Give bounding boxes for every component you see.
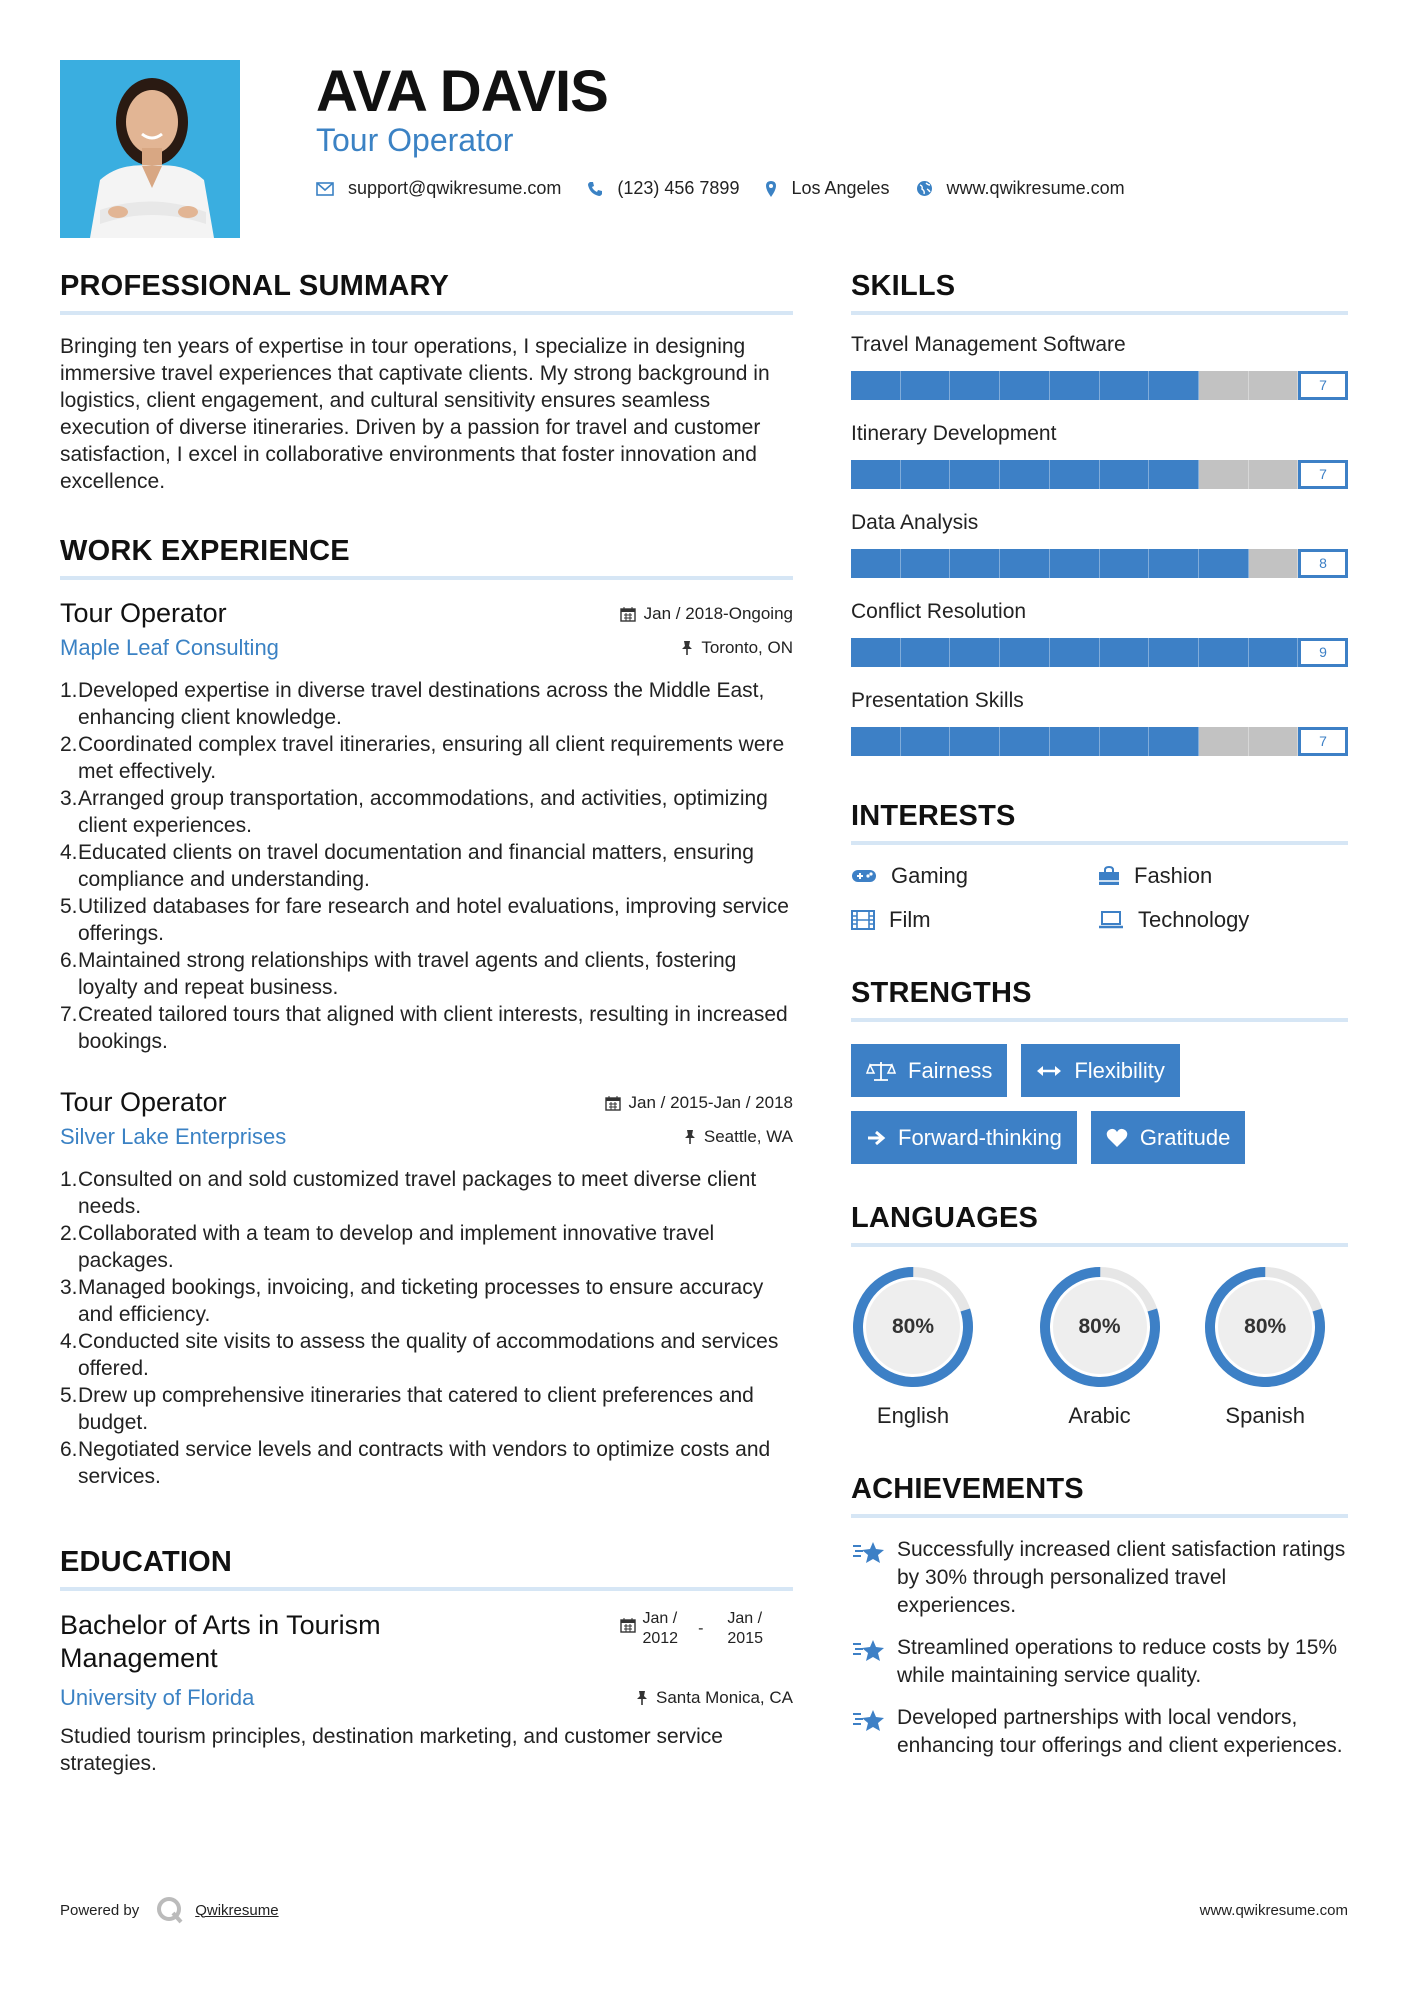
list-item: 3. Arranged group transportation, accommodations, and activities, optimizing client experiences. — [60, 785, 793, 839]
skill-score: 7 — [1298, 727, 1348, 756]
language-name: Arabic — [1068, 1403, 1131, 1428]
interests-heading: INTERESTS — [851, 800, 1016, 832]
bullet-text: Arranged group transportation, accommodations, and activities, optimizing client experiences. — [78, 787, 768, 837]
list-item: 7. Created tailored tours that aligned with client interests, resulting in increased bookings. — [60, 1001, 793, 1055]
bullet-text: Conducted site visits to assess the quality of accommodations and services offered. — [78, 1330, 779, 1380]
job-bullets — [60, 1166, 793, 1490]
experience-section — [60, 535, 793, 1490]
globe-icon — [916, 180, 933, 197]
strength-badge — [851, 1044, 1007, 1097]
achievement-item — [851, 1704, 1348, 1760]
language-name: Spanish — [1225, 1403, 1305, 1428]
profile-photo — [60, 60, 240, 238]
pushpin-icon — [636, 1690, 648, 1706]
film-icon — [851, 910, 875, 930]
candidate-name: AVA DAVIS — [316, 59, 608, 124]
summary-section — [60, 270, 793, 495]
job-location-text: Toronto, ON — [701, 638, 793, 657]
shopping-bag-icon — [1098, 866, 1120, 886]
end-year: 2015 — [727, 1630, 763, 1647]
interest-label: Technology — [1138, 907, 1250, 932]
arrows-horizontal-icon — [1036, 1064, 1062, 1078]
bullet-text: Negotiated service levels and contracts with vendors to optimize costs and services. — [78, 1438, 771, 1488]
shooting-star-icon — [851, 1636, 887, 1664]
list-item: 5. Drew up comprehensive itineraries that catered to client preferences and budget. — [60, 1382, 793, 1436]
language-item — [851, 1265, 1017, 1429]
job-entry — [60, 1087, 793, 1490]
strength-label: Forward-thinking — [898, 1124, 1062, 1150]
strengths-heading: STRENGTHS — [851, 977, 1032, 1009]
phone-icon — [587, 181, 603, 197]
contact-bar — [316, 178, 1151, 199]
skill-score: 8 — [1298, 549, 1348, 578]
job-company: Silver Lake Enterprises — [60, 1124, 287, 1149]
section-divider — [851, 1514, 1348, 1518]
interest-item — [1098, 907, 1348, 933]
school-name: University of Florida — [60, 1685, 255, 1710]
interests-section — [851, 800, 1348, 933]
education-section — [60, 1546, 793, 1777]
section-divider — [60, 311, 793, 315]
map-marker-icon — [765, 180, 777, 198]
bullet-text: Coordinated complex travel itineraries, ensuring all client requirements were met effectively. — [78, 733, 785, 783]
interest-label: Film — [889, 907, 931, 932]
shooting-star-icon — [851, 1706, 887, 1734]
skill-label: Presentation Skills — [851, 689, 1024, 712]
skill-bar — [851, 549, 1348, 578]
section-divider — [851, 311, 1348, 315]
strength-label: Gratitude — [1139, 1124, 1231, 1150]
language-percent: 80% — [891, 1315, 935, 1338]
end-month: Jan / — [727, 1610, 763, 1627]
school-location — [636, 1688, 793, 1708]
skill-item — [851, 689, 1348, 756]
language-ring — [851, 1265, 975, 1389]
contact-phone[interactable] — [587, 178, 739, 199]
powered-by — [60, 1895, 279, 1925]
job-dates — [605, 1093, 793, 1113]
list-item: 1. Consulted on and sold customized travel packages to meet diverse client needs. — [60, 1166, 793, 1220]
skill-item — [851, 511, 1348, 578]
envelope-icon — [316, 182, 334, 196]
contact-phone-text: (123) 456 7899 — [617, 178, 740, 198]
interest-item — [851, 907, 1098, 933]
list-item: 4. Conducted site visits to assess the quality of accommodations and services offered. — [60, 1328, 793, 1382]
skill-label: Travel Management Software — [851, 333, 1126, 356]
skill-bar-segments — [851, 638, 1348, 667]
skill-bar — [851, 371, 1348, 400]
laptop-icon — [1098, 911, 1124, 929]
skill-label: Itinerary Development — [851, 422, 1057, 445]
interest-item — [851, 863, 1098, 889]
skill-bar-segments — [851, 549, 1348, 578]
list-item: 2. Coordinated complex travel itineraries, ensuring all client requirements were met effectively. — [60, 731, 793, 785]
calendar-icon — [605, 1095, 621, 1111]
strength-badge — [1021, 1044, 1179, 1097]
arrow-right-icon — [866, 1129, 886, 1147]
footer — [60, 1895, 1348, 1925]
balance-scale-icon — [866, 1060, 896, 1082]
skill-bar-segments — [851, 727, 1348, 756]
right-column — [851, 270, 1348, 1774]
section-divider — [60, 576, 793, 580]
list-item: 2. Collaborated with a team to develop and implement innovative travel packages. — [60, 1220, 793, 1274]
start-month: Jan / — [642, 1610, 678, 1627]
summary-text: Bringing ten years of expertise in tour operations, I specialize in designing immersive travel experiences that captivate clients. My strong background in logistics, client engagement, and cultural sensitivity ensures seamless execution of diverse itineraries. Driven by a passion for travel and customer satisfaction, I excel in collaborative environments that foster innovation and excellence. — [60, 335, 770, 493]
job-company: Maple Leaf Consulting — [60, 635, 279, 660]
footer-website-link[interactable]: www.qwikresume.com — [1199, 1901, 1348, 1919]
qwikresume-logo-icon — [155, 1895, 185, 1925]
interest-label: Fashion — [1134, 863, 1213, 888]
job-bullets — [60, 677, 793, 1055]
skill-item — [851, 333, 1348, 400]
contact-location-text: Los Angeles — [791, 178, 890, 198]
strengths-section — [851, 977, 1348, 1164]
language-percent: 80% — [1244, 1315, 1287, 1338]
achievement-text: Streamlined operations to reduce costs by 15% while maintaining service quality. — [897, 1636, 1338, 1687]
pushpin-icon — [681, 640, 693, 656]
powered-by-brand-link[interactable]: Qwikresume — [195, 1901, 279, 1919]
calendar-icon — [620, 1617, 636, 1633]
degree-title: Bachelor of Arts in Tourism Management — [60, 1610, 381, 1673]
languages-heading: LANGUAGES — [851, 1202, 1039, 1234]
contact-location — [765, 178, 889, 199]
bullet-text: Drew up comprehensive itineraries that catered to client preferences and budget. — [78, 1384, 754, 1434]
language-item — [1182, 1265, 1348, 1429]
summary-heading: PROFESSIONAL SUMMARY — [60, 270, 450, 302]
shooting-star-icon — [851, 1538, 887, 1566]
bullet-text: Created tailored tours that aligned with client interests, resulting in increased bookings. — [78, 1003, 788, 1053]
calendar-icon — [620, 606, 636, 622]
skill-bar-segments — [851, 371, 1348, 400]
bullet-text: Consulted on and sold customized travel packages to meet diverse client needs. — [78, 1168, 757, 1218]
language-ring — [1038, 1265, 1162, 1389]
skill-bar — [851, 638, 1348, 667]
bullet-text: Collaborated with a team to develop and implement innovative travel packages. — [78, 1222, 715, 1272]
contact-website-text: www.qwikresume.com — [946, 178, 1125, 198]
skill-score: 7 — [1298, 371, 1348, 400]
job-dates-text: Jan / 2015-Jan / 2018 — [628, 1093, 793, 1112]
language-item — [1017, 1265, 1183, 1429]
achievement-item — [851, 1536, 1348, 1620]
list-item: 5. Utilized databases for fare research and hotel evaluations, improving service offerings. — [60, 893, 793, 947]
strength-badge — [1091, 1111, 1246, 1164]
skill-label: Conflict Resolution — [851, 600, 1027, 623]
list-item: 6. Negotiated service levels and contracts with vendors to optimize costs and services. — [60, 1436, 793, 1490]
list-item: 4. Educated clients on travel documentation and financial matters, ensuring compliance and understanding. — [60, 839, 793, 893]
powered-by-label: Powered by — [60, 1901, 140, 1919]
skill-bar-segments — [851, 460, 1348, 489]
date-separator: - — [698, 1620, 704, 1637]
list-item: 6. Maintained strong relationships with travel agents and clients, fostering loyalty and repeat business. — [60, 947, 793, 1001]
skill-score: 9 — [1298, 638, 1348, 667]
job-dates-text: Jan / 2018-Ongoing — [643, 604, 793, 623]
job-title: Tour Operator — [60, 598, 227, 628]
section-divider — [60, 1587, 793, 1591]
bullet-text: Utilized databases for fare research and hotel evaluations, improving service offerings. — [78, 895, 789, 945]
achievement-text: Developed partnerships with local vendors, enhancing tour offerings and client experiences. — [897, 1706, 1343, 1757]
bullet-text: Educated clients on travel documentation and financial matters, ensuring compliance and understanding. — [78, 841, 754, 891]
interest-label: Gaming — [891, 863, 969, 888]
job-entry — [60, 598, 793, 1055]
skills-heading: SKILLS — [851, 270, 956, 302]
education-dates — [620, 1609, 763, 1649]
left-column — [60, 270, 793, 1777]
start-year: 2012 — [642, 1630, 679, 1647]
section-divider — [851, 1243, 1348, 1247]
bullet-text: Developed expertise in diverse travel destinations across the Middle East, enhancing client knowledge. — [78, 679, 765, 729]
strength-badge — [851, 1111, 1077, 1164]
languages-section — [851, 1202, 1348, 1429]
language-ring — [1203, 1265, 1327, 1389]
achievements-section — [851, 1473, 1348, 1760]
job-location — [684, 1127, 793, 1147]
skill-label: Data Analysis — [851, 511, 979, 534]
achievement-text: Successfully increased client satisfaction ratings by 30% through personalized travel experiences. — [897, 1538, 1346, 1617]
strength-label: Flexibility — [1074, 1057, 1165, 1083]
experience-heading: WORK EXPERIENCE — [60, 535, 350, 567]
skills-section — [851, 270, 1348, 756]
language-name: English — [876, 1403, 950, 1428]
interest-item — [1098, 863, 1348, 889]
heart-icon — [1106, 1128, 1128, 1148]
skill-bar — [851, 727, 1348, 756]
job-dates — [620, 604, 793, 624]
achievement-item — [851, 1634, 1348, 1690]
job-title: Tour Operator — [60, 1087, 227, 1117]
bullet-text: Maintained strong relationships with travel agents and clients, fostering loyalty and repeat business. — [78, 949, 737, 999]
skill-item — [851, 422, 1348, 489]
job-location-text: Seattle, WA — [703, 1127, 793, 1146]
education-heading: EDUCATION — [60, 1546, 233, 1578]
gamepad-icon — [851, 868, 877, 884]
pushpin-icon — [684, 1129, 696, 1145]
bullet-text: Managed bookings, invoicing, and ticketing processes to ensure accuracy and efficiency. — [78, 1276, 764, 1326]
school-location-text: Santa Monica, CA — [655, 1688, 793, 1707]
section-divider — [851, 1018, 1348, 1022]
list-item: 3. Managed bookings, invoicing, and ticketing processes to ensure accuracy and efficiency. — [60, 1274, 793, 1328]
contact-website[interactable] — [916, 178, 1125, 199]
contact-email[interactable] — [316, 178, 561, 199]
skill-item — [851, 600, 1348, 667]
job-location — [681, 638, 793, 658]
skill-bar — [851, 460, 1348, 489]
achievements-heading: ACHIEVEMENTS — [851, 1473, 1084, 1505]
education-description: Studied tourism principles, destination marketing, and customer service strategies. — [60, 1725, 723, 1775]
strength-label: Fairness — [908, 1057, 993, 1083]
language-percent: 80% — [1078, 1315, 1121, 1338]
contact-email-text: support@qwikresume.com — [348, 178, 562, 198]
candidate-title: Tour Operator — [316, 122, 514, 158]
section-divider — [851, 841, 1348, 845]
list-item: 1. Developed expertise in diverse travel destinations across the Middle East, enhancing client knowledge. — [60, 677, 793, 731]
skill-score: 7 — [1298, 460, 1348, 489]
